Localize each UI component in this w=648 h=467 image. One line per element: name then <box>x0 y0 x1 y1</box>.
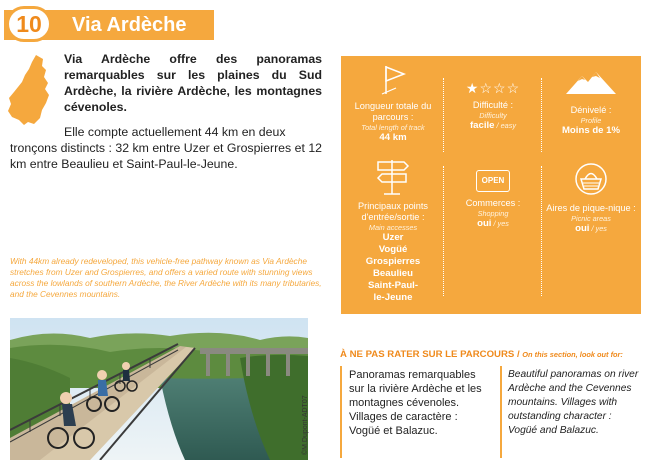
divider <box>500 366 502 458</box>
star-empty-icon: ☆ <box>493 80 507 96</box>
access-point: Vogüé <box>378 244 408 255</box>
intro-bold: Via Ardèche offre des panoramas remarquables sur les plaines du Sud Ardèche, la rivière Ardèche, les montagnes cévenoles. <box>64 52 322 114</box>
highlights-en: Beautiful panoramas on river Ardèche and the Cevennes mountains. Villages with outstanding character : Vogüé and Balazuc. <box>508 369 639 436</box>
divider <box>443 166 444 296</box>
divider <box>443 78 444 152</box>
length-cell <box>347 64 439 144</box>
divider <box>541 78 542 152</box>
difficulty-label-en: Difficulty <box>479 111 507 120</box>
elevation-value: Moins de 1% <box>561 125 621 136</box>
difficulty-value: facile <box>469 120 495 131</box>
shops-value: oui <box>477 218 492 229</box>
picnic-value-en: / yes <box>589 224 607 233</box>
mountain-icon <box>564 70 618 96</box>
divider <box>340 366 342 458</box>
signpost-icon <box>374 156 412 196</box>
section-heading-fr: À NE PAS RATER SUR LE PARCOURS / <box>340 349 523 360</box>
flag-icon <box>378 64 408 96</box>
difficulty-label: Difficulté : <box>472 100 514 110</box>
picnic-label-en: Picnic areas <box>571 214 611 223</box>
picnic-cell <box>545 162 637 235</box>
access-label: Principaux points d'entrée/sortie : <box>358 201 428 222</box>
length-label: Longueur totale du parcours : <box>354 101 432 122</box>
picnic-basket-icon <box>574 162 608 196</box>
star-empty-icon: ☆ <box>479 80 493 96</box>
route-title: Via Ardèche <box>72 14 187 36</box>
photo-credit: ©M.Dupont-ADT07 <box>302 395 309 455</box>
elevation-label-en: Profile <box>580 116 602 125</box>
bridge-photo <box>10 318 308 460</box>
open-sign-icon <box>476 170 510 192</box>
section-heading-en: On this section, look out for: <box>522 350 623 359</box>
star-filled-icon: ★ <box>465 80 480 96</box>
length-value: 44 km <box>379 132 407 143</box>
elevation-cell <box>545 70 637 137</box>
access-cell <box>347 156 439 304</box>
shops-value-en: / yes <box>491 219 509 228</box>
highlights-fr: Panoramas remarquables sur la rivière Ardèche et les montagnes cévenoles. Villages de caractère : Vogüé et Balazuc. <box>349 369 482 437</box>
difficulty-stars <box>447 80 539 96</box>
access-point: Beaulieu <box>373 268 413 279</box>
ardeche-map-icon <box>6 54 56 126</box>
difficulty-cell <box>447 80 539 132</box>
access-label-en: Main accesses <box>368 223 418 232</box>
picnic-value: oui <box>575 223 590 234</box>
access-point: Uzer <box>382 232 404 243</box>
length-label-en: Total length of track <box>361 123 425 132</box>
route-number-badge <box>6 6 52 42</box>
intro-rest: tronçons distincts : 32 km entre Uzer et Grospierres et 12 km entre Beaulieu et Saint-Paul-le-Jeune. <box>10 141 322 171</box>
open-sign-text: OPEN <box>481 176 505 185</box>
route-number: 10 <box>16 10 42 37</box>
elevation-label: Dénivelé : <box>570 105 612 115</box>
difficulty-value-en: / easy <box>494 121 517 130</box>
info-box <box>341 56 641 314</box>
shops-cell <box>447 170 539 230</box>
access-point: Saint-Paul-le-Jeune <box>367 280 419 303</box>
intro-line-1: Elle compte actuellement 44 km en deux <box>64 125 286 139</box>
divider <box>541 166 542 296</box>
star-empty-icon: ☆ <box>506 80 521 96</box>
shops-label: Commerces : <box>465 198 521 208</box>
english-description: With 44km already redeveloped, this vehicle-free pathway known as Via Ardèche stretches from Uzer and Grospierres, and offers a varied route with stunning views across the lowlands of southern Ardèche, the River Ardèche with its many tributaries, and the Cevennes mountains. <box>10 256 322 299</box>
picnic-label: Aires de pique-nique : <box>546 203 636 213</box>
access-point: Grospierres <box>365 256 421 267</box>
section-heading <box>340 349 645 361</box>
shops-label-en: Shopping <box>477 209 509 218</box>
